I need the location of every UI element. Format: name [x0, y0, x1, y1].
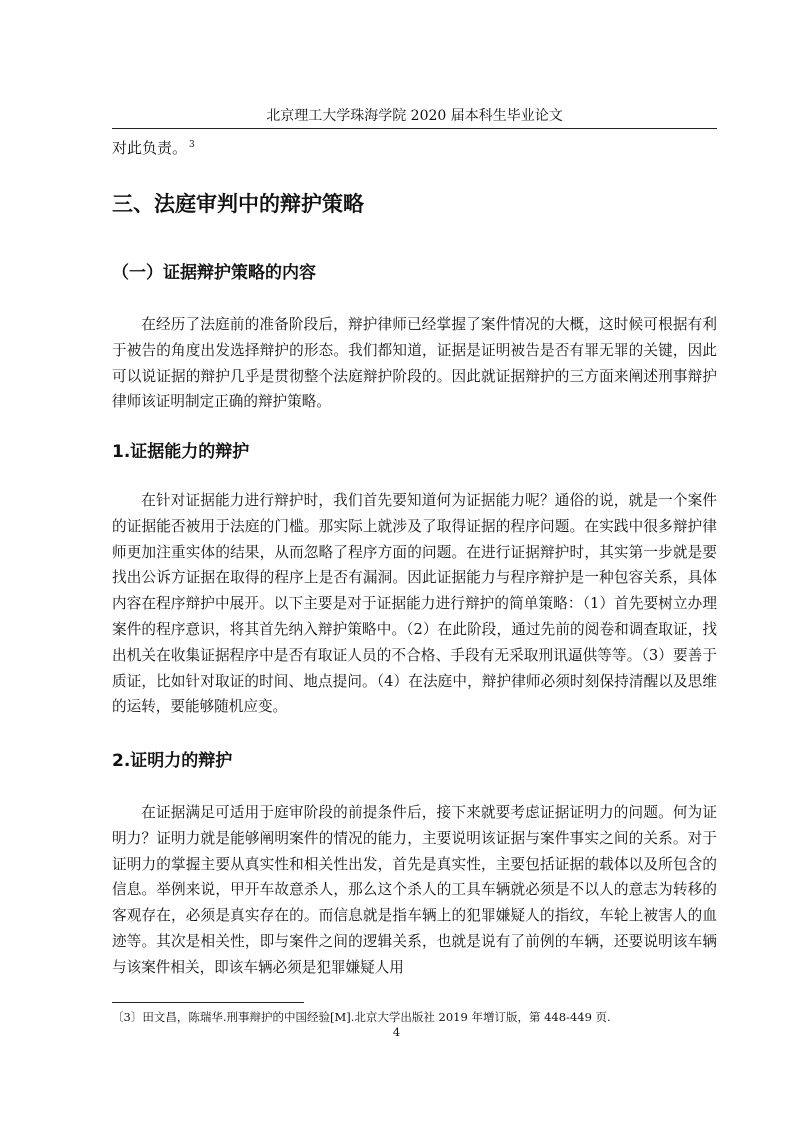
footnote: 〔3〕田文昌，陈瑞华.刑事辩护的中国经验[M].北京大学出版社 2019 年增订版，第 448-449 页.	[112, 1010, 611, 1024]
section-heading: 三、法庭审判中的辩护策略	[112, 192, 364, 216]
item-heading-evidence-capacity: 1.证据能力的辩护	[112, 442, 250, 462]
running-header: 北京理工大学珠海学院 2020 届本科生毕业论文	[112, 106, 717, 129]
item-paragraph-probative-force: 在证据满足可适用于庭审阶段的前提条件后，接下来就要考虑证据证明力的问题。何为证明力？证明力就是能够阐明案件的情况的能力，主要说明该证据与案件事实之间的关系。对于证明力的掌握主要从真实性和相关性出发，首先是真实性，主要包括证据的载体以及所包含的信息。举例来说，甲开车故意杀人，那么这个杀人的工具车辆就必须是不以人的意志为转移的客观存在，必须是真实存在的。而信息就是指车辆上的犯罪嫌疑人的指纹，车轮上被害人的血迹等。其次是相关性，即与案件之间的逻辑关系，也就是说有了前例的车辆，还要说明该车辆与该案件相关，即该车辆必须是犯罪嫌疑人用	[112, 804, 717, 976]
footnote-separator	[112, 1002, 304, 1003]
continuation-text	[112, 134, 717, 159]
page-number: 4	[392, 1025, 401, 1039]
subsection-heading: （一）证据辩护策略的内容	[112, 263, 316, 283]
item-heading-probative-force: 2.证明力的辩护	[112, 751, 233, 771]
intro-paragraph: 在经历了法庭前的准备阶段后，辩护律师已经掌握了案件情况的大概，这时候可根据有利于被告的角度出发选择辩护的形态。我们都知道，证据是证明被告是否有罪无罪的关键，因此可以说证据的辩护几乎是贯彻整个法庭辩护阶段的。因此就证据辩护的三方面来阐述刑事辩护律师该证明制定正确的辩护策略。	[112, 316, 717, 411]
continuation-sentence: 对此负责。	[112, 139, 188, 157]
footnote-reference: 3	[189, 140, 195, 150]
item-paragraph-evidence-capacity: 在针对证据能力进行辩护时，我们首先要知道何为证据能力呢？通俗的说，就是一个案件的证据能否被用于法庭的门槛。那实际上就涉及了取得证据的程序问题。在实践中很多辩护律师更加注重实体的结果，从而忽略了程序方面的问题。在进行证据辩护时，其实第一步就是要找出公诉方证据在取得的程序上是否有漏洞。因此证据能力与程序辩护是一种包容关系，具体内容在程序辩护中展开。以下主要是对于证据能力进行辩护的简单策略：（1）首先要树立办理案件的程序意识，将其首先纳入辩护策略中。（2）在此阶段，通过先前的阅卷和调查取证，找出机关在收集证据程序中是否有取证人员的不合格、手段有无采取刑讯逼供等等。（3）要善于质证，比如针对取证的时间、地点提问。（4）在法庭中，辩护律师必须时刻保持清醒以及思维的运转，要能够随机应变。	[112, 492, 717, 716]
